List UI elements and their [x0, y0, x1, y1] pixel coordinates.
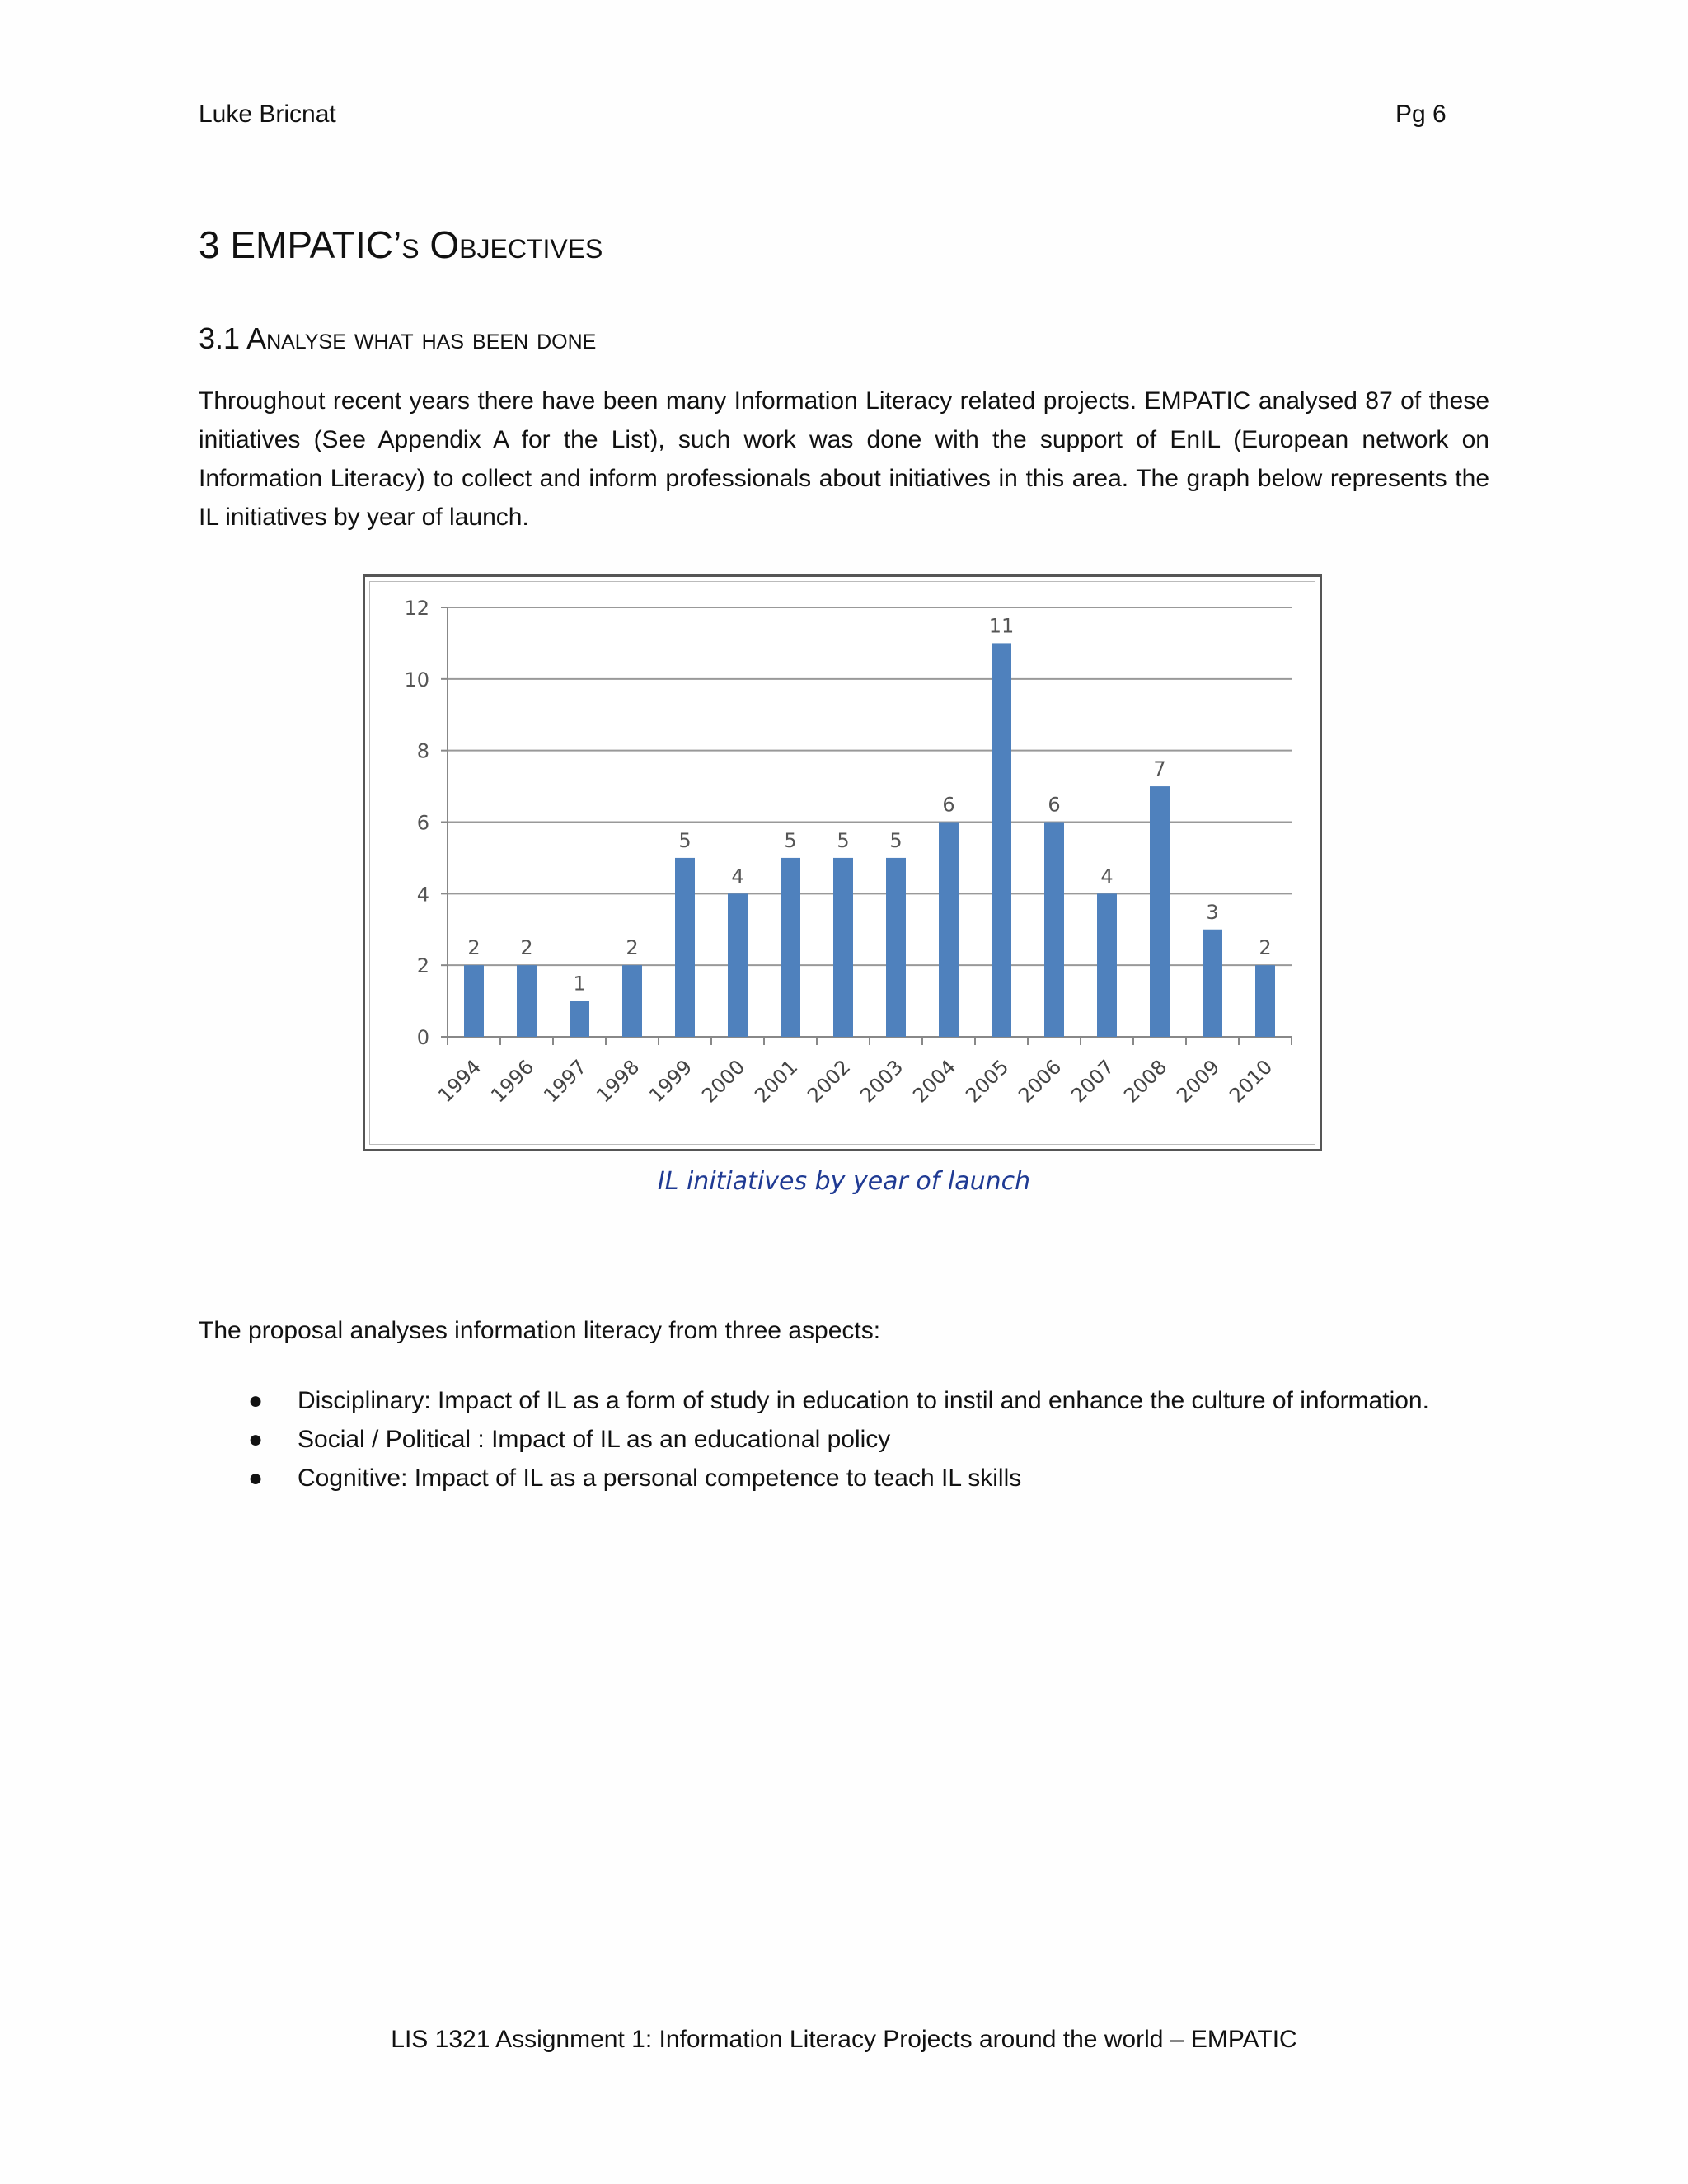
bar	[992, 643, 1011, 1037]
data-label: 6	[942, 793, 955, 817]
list-item-text: Disciplinary: Impact of IL as a form of study in education to instil and enhance the culture of information.	[298, 1387, 1429, 1414]
bar	[1203, 930, 1222, 1037]
y-tick-label: 2	[416, 954, 429, 978]
subsection-title: Analyse what has been done	[246, 321, 597, 355]
bar	[517, 965, 537, 1037]
bar	[1097, 893, 1117, 1037]
data-label: 6	[1048, 793, 1061, 817]
data-label: 2	[1259, 936, 1272, 960]
data-label: 7	[1153, 757, 1166, 781]
bar	[1044, 823, 1064, 1038]
x-tick-label: 1996	[486, 1055, 539, 1108]
data-label: 11	[988, 614, 1015, 638]
bar	[570, 1001, 589, 1037]
x-tick-label: 2003	[856, 1055, 908, 1108]
data-label: 5	[837, 828, 850, 852]
x-tick-label: 2007	[1067, 1055, 1119, 1108]
y-tick-label: 6	[416, 811, 429, 835]
y-tick-label: 4	[416, 883, 429, 907]
subsection-heading	[199, 321, 596, 356]
list-item-text: Social / Political : Impact of IL as an educational policy	[298, 1426, 891, 1453]
data-label: 5	[889, 828, 903, 852]
bullet-icon: ●	[248, 1465, 264, 1492]
x-tick-label: 2006	[1014, 1055, 1067, 1108]
data-label: 2	[520, 936, 533, 960]
y-tick-label: 10	[404, 668, 429, 691]
data-label: 2	[626, 936, 639, 960]
data-label: 4	[731, 865, 744, 888]
bar	[781, 858, 800, 1037]
bullet-icon: ●	[248, 1426, 264, 1453]
bullet-icon: ●	[248, 1387, 264, 1414]
x-tick-label: 2002	[803, 1055, 856, 1108]
bar	[675, 858, 695, 1037]
x-tick-label: 1998	[592, 1055, 645, 1108]
data-label: 3	[1206, 900, 1219, 924]
subsection-number: 3.1	[199, 321, 241, 355]
data-label: 4	[1100, 865, 1114, 888]
x-tick-label: 2001	[750, 1055, 803, 1108]
list-item	[199, 1459, 1429, 1497]
data-label: 1	[573, 972, 586, 996]
x-tick-label: 2004	[908, 1055, 961, 1108]
section-heading	[199, 223, 603, 267]
list-item-text: Cognitive: Impact of IL as a personal competence to teach IL skills	[298, 1465, 1022, 1492]
data-label: 5	[678, 828, 692, 852]
bar	[886, 858, 906, 1037]
header-page-number: Pg 6	[1395, 101, 1447, 128]
data-label: 5	[784, 828, 797, 852]
bar	[833, 858, 853, 1037]
list-item	[199, 1381, 1429, 1420]
bar	[728, 893, 748, 1037]
x-tick-label: 2000	[697, 1055, 750, 1108]
x-tick-label: 2005	[961, 1055, 1014, 1108]
x-tick-label: 2008	[1119, 1055, 1172, 1108]
section-number: 3	[199, 223, 220, 266]
x-tick-label: 1997	[539, 1055, 592, 1108]
section-title: EMPATIC’s Objectives	[230, 223, 603, 266]
aspects-intro: The proposal analyses information literacy from three aspects:	[199, 1317, 881, 1344]
x-tick-label: 1999	[645, 1055, 697, 1108]
bar	[464, 965, 484, 1037]
bar-chart	[365, 577, 1320, 1149]
data-label: 2	[467, 936, 481, 960]
x-tick-label: 2009	[1172, 1055, 1225, 1108]
bar	[622, 965, 642, 1037]
header-author: Luke Bricnat	[199, 101, 336, 128]
bar	[939, 823, 959, 1038]
y-tick-label: 8	[416, 739, 429, 763]
y-tick-label: 0	[416, 1026, 429, 1049]
y-tick-label: 12	[404, 597, 429, 620]
chart-frame	[363, 574, 1322, 1151]
list-item	[199, 1420, 1429, 1459]
x-tick-label: 2010	[1225, 1055, 1278, 1108]
page-footer: LIS 1321 Assignment 1: Information Literacy Projects around the world – EMPATIC	[391, 2026, 1297, 2053]
intro-paragraph: Throughout recent years there have been many Information Literacy related projects. EMPATIC analysed 87 of these initiatives (See Appendix A for the List), such work was done with the support of EnIL (European network on Information Literacy) to collect and inform professionals about initiatives in this area. The graph below represents the IL initiatives by year of launch.	[199, 387, 1489, 531]
x-tick-label: 1994	[434, 1055, 486, 1108]
bar	[1255, 965, 1275, 1037]
bar	[1150, 786, 1170, 1037]
aspects-list	[199, 1381, 1429, 1497]
chart-caption: IL initiatives by year of launch	[657, 1167, 1031, 1196]
